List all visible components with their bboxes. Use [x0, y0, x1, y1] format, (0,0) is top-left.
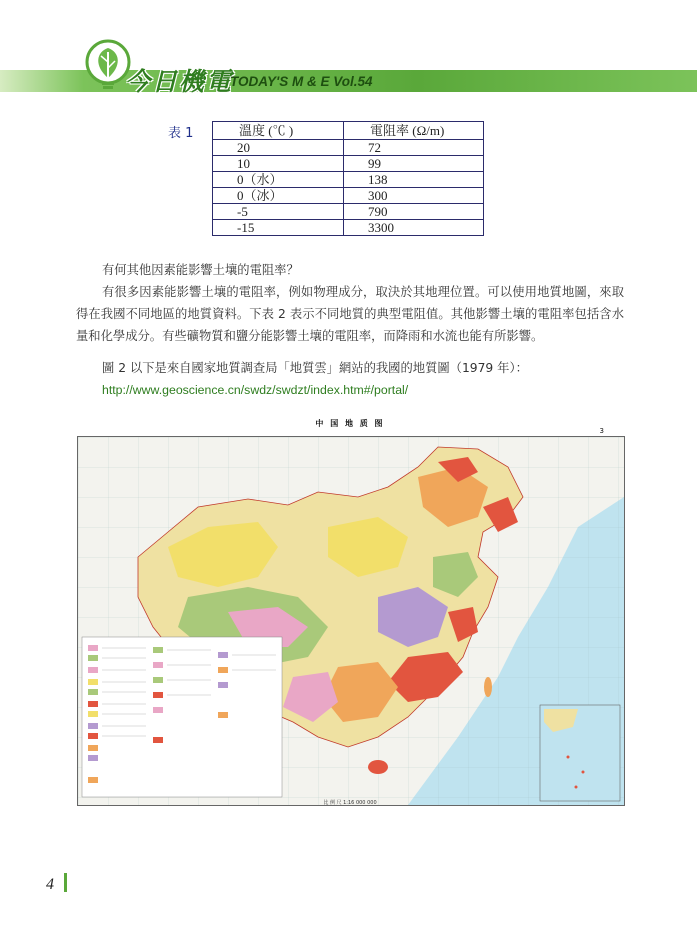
table-cell: 300: [344, 188, 484, 204]
paragraph-figure-intro: 圖 2 以下是來自國家地質調查局「地質雲」網站的我國的地質圖（1979 年）：: [102, 361, 528, 375]
geological-map: [76, 416, 624, 806]
table-cell: 138: [344, 172, 484, 188]
table-cell: 99: [344, 156, 484, 172]
table-row: [213, 172, 484, 188]
table-row: [213, 188, 484, 204]
paragraph-factors: 有很多因素能影響土壤的電阻率，例如物理成分，取決於其地理位置。可以使用地質地圖，來取得在我國不同地區的地質資料。下表 2 表示不同地質的典型電阻值。其他影響土壤的電阻率包括含水量和化學成分。有些礦物質和鹽分能影響土壤的電阻率，而降雨和水流也能有所影響。: [76, 285, 624, 343]
table-cell: 20: [213, 140, 344, 156]
table-cell: -5: [213, 204, 344, 220]
table-cell: 790: [344, 204, 484, 220]
map-scale: 比 例 尺 1:16 000 000: [323, 800, 377, 806]
page-number-bar: [64, 873, 67, 892]
magazine-title: 今日機電: [125, 67, 234, 96]
map-image-icon: [78, 437, 624, 805]
table-row: [213, 140, 484, 156]
geoscience-link[interactable]: http://www.geoscience.cn/swdz/swdzt/index.htm#/portal/: [102, 383, 409, 397]
table-cell: 10: [213, 156, 344, 172]
table-header-temperature: 溫度 (℃ ): [213, 122, 344, 140]
table-header-resistivity: 電阻率 (Ω/m): [344, 122, 484, 140]
table-cell: 0（冰）: [213, 188, 344, 204]
paragraph-question: 有何其他因素能影響土壤的電阻率？: [102, 263, 299, 277]
table-cell: 0（水）: [213, 172, 344, 188]
magazine-english-title: TODAY'S M & E Vol.54: [230, 74, 373, 89]
table-row: [213, 204, 484, 220]
page-number: 4: [46, 876, 54, 893]
table-label: 表 1: [168, 126, 194, 141]
table-cell: 3300: [344, 220, 484, 236]
table-row: [213, 220, 484, 236]
map-page-mark: 3: [599, 427, 604, 435]
map-frame: [77, 436, 625, 806]
resistivity-table: [212, 121, 484, 236]
table-header-row: [213, 122, 484, 140]
map-title: 中 国 地 质 图: [315, 419, 385, 428]
table-cell: -15: [213, 220, 344, 236]
table-row: [213, 156, 484, 172]
table-cell: 72: [344, 140, 484, 156]
